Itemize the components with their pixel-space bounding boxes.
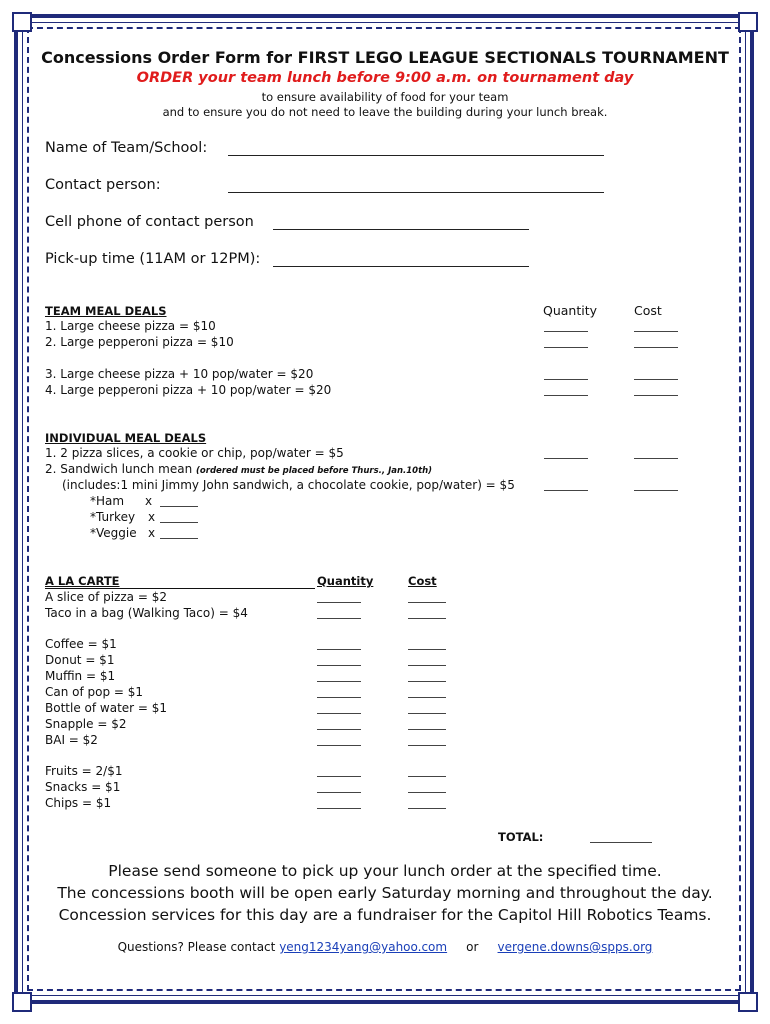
a-la-carte-cost-field[interactable] — [408, 792, 446, 793]
a-la-carte-qty-header: Quantity — [317, 574, 374, 588]
contact-line — [0, 940, 770, 954]
sandwich-option-ham: *Ham — [90, 494, 125, 508]
individual-meal-heading: INDIVIDUAL MEAL DEALS — [45, 431, 207, 445]
sandwich-quantity-field[interactable] — [544, 490, 588, 491]
pickup-time-label: Pick-up time (11AM or 12PM): — [45, 251, 261, 267]
a-la-carte-quantity-field[interactable] — [317, 713, 361, 714]
team-meal-cost-field[interactable] — [634, 379, 678, 380]
sandwich-includes: (includes:1 mini Jimmy John sandwich, a chocolate cookie, pop/water) = $5 — [62, 478, 515, 492]
team-meal-cost-field[interactable] — [634, 347, 678, 348]
contact-person-label: Contact person: — [45, 177, 161, 193]
a-la-carte-item: Taco in a bag (Walking Taco) = $4 — [45, 606, 248, 620]
a-la-carte-item: Chips = $1 — [45, 796, 112, 810]
a-la-carte-cost-field[interactable] — [408, 649, 446, 650]
a-la-carte-quantity-field[interactable] — [317, 808, 361, 809]
a-la-carte-item: A slice of pizza = $2 — [45, 590, 167, 604]
a-la-carte-item: Bottle of water = $1 — [45, 701, 168, 715]
a-la-carte-item: BAI = $2 — [45, 733, 98, 747]
individual-meal-quantity-field[interactable] — [544, 458, 588, 459]
order-deadline: ORDER your team lunch before 9:00 a.m. on tournament day — [136, 70, 634, 86]
email-link-2[interactable]: vergene.downs@spps.org — [497, 940, 653, 954]
pickup-time-field[interactable] — [273, 266, 529, 267]
team-meal-quantity-field[interactable] — [544, 331, 588, 332]
cell-phone-label: Cell phone of contact person — [45, 214, 254, 230]
contact-prefix: Questions? Please contact — [117, 940, 276, 954]
a-la-carte-quantity-field[interactable] — [317, 602, 361, 603]
a-la-carte-cost-field[interactable] — [408, 745, 446, 746]
team-meal-item: 3. Large cheese pizza + 10 pop/water = $20 — [45, 367, 314, 381]
individual-meal-cost-field[interactable] — [634, 458, 678, 459]
a-la-carte-item: Can of pop = $1 — [45, 685, 144, 699]
veggie-count-field[interactable] — [160, 538, 198, 539]
note-line-1: to ensure availability of food for your team — [261, 90, 509, 104]
a-la-carte-item: Snapple = $2 — [45, 717, 127, 731]
note-line-2: and to ensure you do not need to leave the building during your lunch break. — [162, 105, 608, 119]
a-la-carte-cost-field[interactable] — [408, 681, 446, 682]
sandwich-order-deadline: (ordered must be placed before Thurs., Jan.10th) — [196, 466, 433, 476]
a-la-carte-item: Snacks = $1 — [45, 780, 121, 794]
a-la-carte-quantity-field[interactable] — [317, 729, 361, 730]
a-la-carte-item: Coffee = $1 — [45, 637, 117, 651]
a-la-carte-cost-field[interactable] — [408, 729, 446, 730]
times-sign: x — [148, 526, 156, 540]
a-la-carte-quantity-field[interactable] — [317, 665, 361, 666]
contact-or: or — [466, 940, 479, 954]
cell-phone-field[interactable] — [273, 229, 529, 230]
team-meal-heading: TEAM MEAL DEALS — [45, 304, 167, 318]
closing-line-3: Concession services for this day are a fundraiser for the Capitol Hill Robotics Teams. — [58, 906, 712, 924]
a-la-carte-item: Muffin = $1 — [45, 669, 116, 683]
team-meal-item: 2. Large pepperoni pizza = $10 — [45, 335, 234, 349]
a-la-carte-quantity-field[interactable] — [317, 776, 361, 777]
a-la-carte-cost-field[interactable] — [408, 776, 446, 777]
sandwich-item-label: 2. Sandwich lunch mean — [45, 462, 193, 476]
team-meal-quantity-field[interactable] — [544, 395, 588, 396]
sandwich-option-veggie: *Veggie — [90, 526, 137, 540]
sandwich-cost-field[interactable] — [634, 490, 678, 491]
contact-person-field[interactable] — [228, 192, 604, 193]
sandwich-option-turkey: *Turkey — [90, 510, 136, 524]
team-meal-cost-field[interactable] — [634, 395, 678, 396]
team-name-field[interactable] — [228, 155, 604, 156]
a-la-carte-cost-field[interactable] — [408, 665, 446, 666]
a-la-carte-quantity-field[interactable] — [317, 681, 361, 682]
sandwich-item — [45, 462, 432, 476]
a-la-carte-quantity-field[interactable] — [317, 649, 361, 650]
team-meal-quantity-field[interactable] — [544, 347, 588, 348]
team-qty-header: Quantity — [543, 303, 598, 318]
a-la-carte-quantity-field[interactable] — [317, 792, 361, 793]
team-meal-cost-field[interactable] — [634, 331, 678, 332]
turkey-count-field[interactable] — [160, 522, 198, 523]
team-meal-item: 4. Large pepperoni pizza + 10 pop/water = $20 — [45, 383, 332, 397]
team-meal-quantity-field[interactable] — [544, 379, 588, 380]
page-title: Concessions Order Form for FIRST LEGO LEAGUE SECTIONALS TOURNAMENT — [41, 48, 729, 67]
times-sign: x — [148, 510, 156, 524]
total-label: TOTAL: — [498, 830, 544, 844]
total-field[interactable] — [590, 842, 652, 843]
a-la-carte-quantity-field[interactable] — [317, 618, 361, 619]
a-la-carte-item: Fruits = 2/$1 — [45, 764, 123, 778]
closing-line-1: Please send someone to pick up your lunch order at the specified time. — [108, 862, 662, 880]
a-la-carte-cost-field[interactable] — [408, 602, 446, 603]
individual-meal-item: 1. 2 pizza slices, a cookie or chip, pop/water = $5 — [45, 446, 344, 460]
a-la-carte-cost-field[interactable] — [408, 697, 446, 698]
team-cost-header: Cost — [634, 303, 662, 318]
a-la-carte-quantity-field[interactable] — [317, 745, 361, 746]
email-link-1[interactable]: yeng1234yang@yahoo.com — [279, 940, 448, 954]
a-la-carte-cost-field[interactable] — [408, 713, 446, 714]
a-la-carte-cost-field[interactable] — [408, 808, 446, 809]
a-la-carte-cost-field[interactable] — [408, 618, 446, 619]
a-la-carte-heading — [45, 574, 315, 589]
a-la-carte-heading-text: A LA CARTE — [45, 574, 120, 588]
ham-count-field[interactable] — [160, 506, 198, 507]
a-la-carte-quantity-field[interactable] — [317, 697, 361, 698]
team-meal-item: 1. Large cheese pizza = $10 — [45, 319, 216, 333]
times-sign: x — [145, 494, 153, 508]
a-la-carte-cost-header: Cost — [408, 574, 437, 588]
a-la-carte-item: Donut = $1 — [45, 653, 115, 667]
team-name-label: Name of Team/School: — [45, 140, 208, 156]
closing-line-2: The concessions booth will be open early Saturday morning and throughout the day. — [57, 884, 713, 902]
